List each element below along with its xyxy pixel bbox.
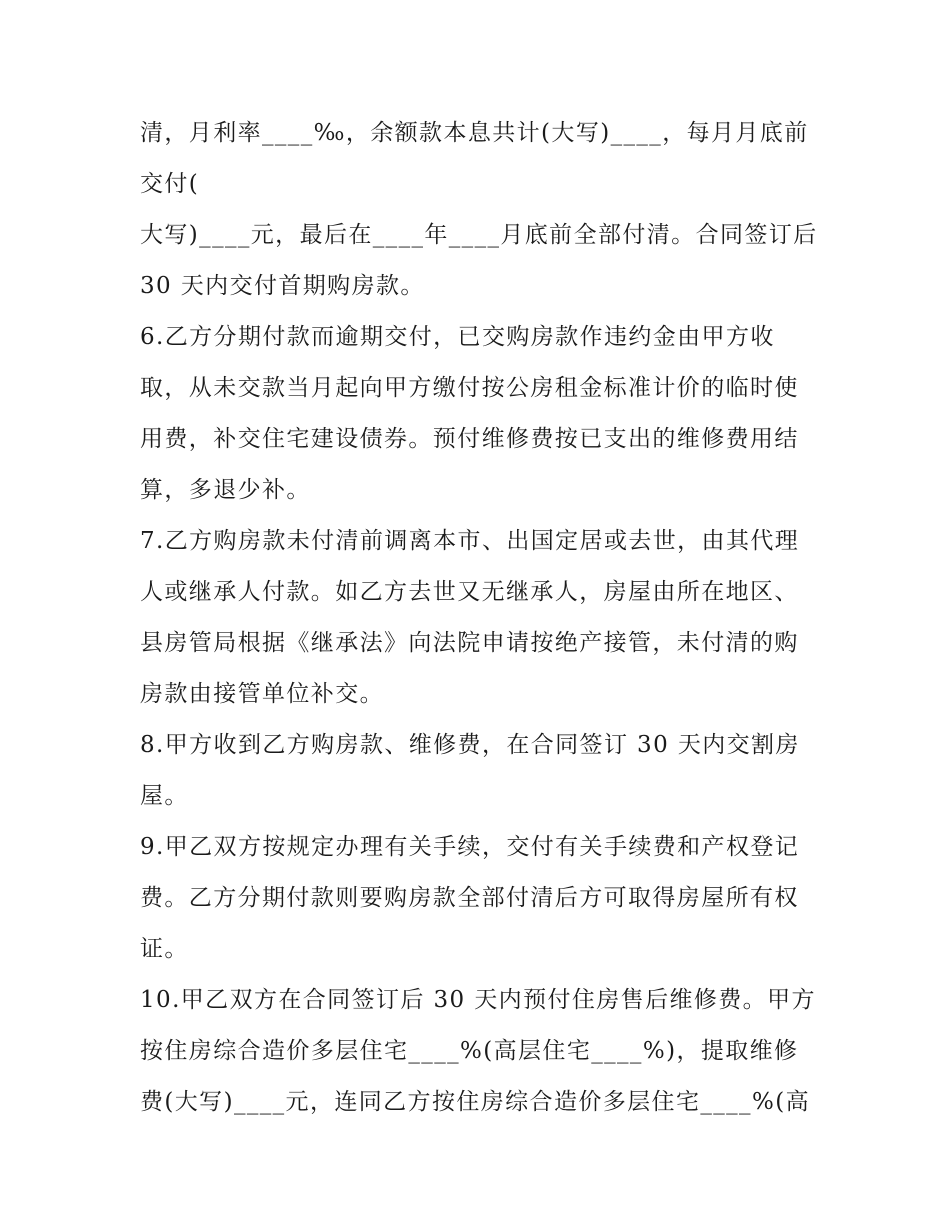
- clause-10-line: 10.甲乙双方在合同签订后 30 天内预付住房售后维修费。甲方: [140, 987, 816, 1013]
- text-line: 费(大写)____元，连同乙方按住房综合造价多层住宅____%(高: [140, 1089, 810, 1115]
- text-line: 证。: [140, 936, 189, 962]
- text-line: 清，月利率____‰，余额款本息共计(大写)____，每月月底前: [140, 120, 809, 146]
- text-line: 人或继承人付款。如乙方去世又无继承人，房屋由所在地区、: [140, 579, 799, 605]
- clause-9-line: 9.甲乙双方按规定办理有关手续，交付有关手续费和产权登记: [140, 834, 800, 860]
- text-line: 县房管局根据《继承法》向法院申请按绝产接管，未付清的购: [140, 630, 799, 656]
- text-line: 费。乙方分期付款则要购房款全部付清后方可取得房屋所有权: [140, 885, 799, 911]
- contract-body: [140, 108, 820, 1128]
- text-line: 用费，补交住宅建设债券。预付维修费按已支出的维修费用结: [140, 426, 799, 452]
- text-line: 交付(: [140, 171, 200, 197]
- text-line: 按住房综合造价多层住宅____%(高层住宅____%)，提取维修: [140, 1038, 799, 1064]
- clause-7-line: 7.乙方购房款未付清前调离本市、出国定居或去世，由其代理: [140, 528, 800, 554]
- text-line: 屋。: [140, 783, 189, 809]
- text-line: 房款由接管单位补交。: [140, 681, 384, 707]
- text-line: 取，从未交款当月起向甲方缴付按公房租金标准计价的临时使: [140, 375, 799, 401]
- text-line: 30 天内交付首期购房款。: [140, 273, 425, 299]
- clause-6-line: 6.乙方分期付款而逾期交付，已交购房款作违约金由甲方收: [140, 324, 775, 350]
- clause-8-line: 8.甲方收到乙方购房款、维修费，在合同签订 30 天内交割房: [140, 732, 800, 758]
- text-line: 大写)____元，最后在____年____月底前全部付清。合同签订后: [140, 222, 818, 248]
- text-line: 算，多退少补。: [140, 477, 311, 503]
